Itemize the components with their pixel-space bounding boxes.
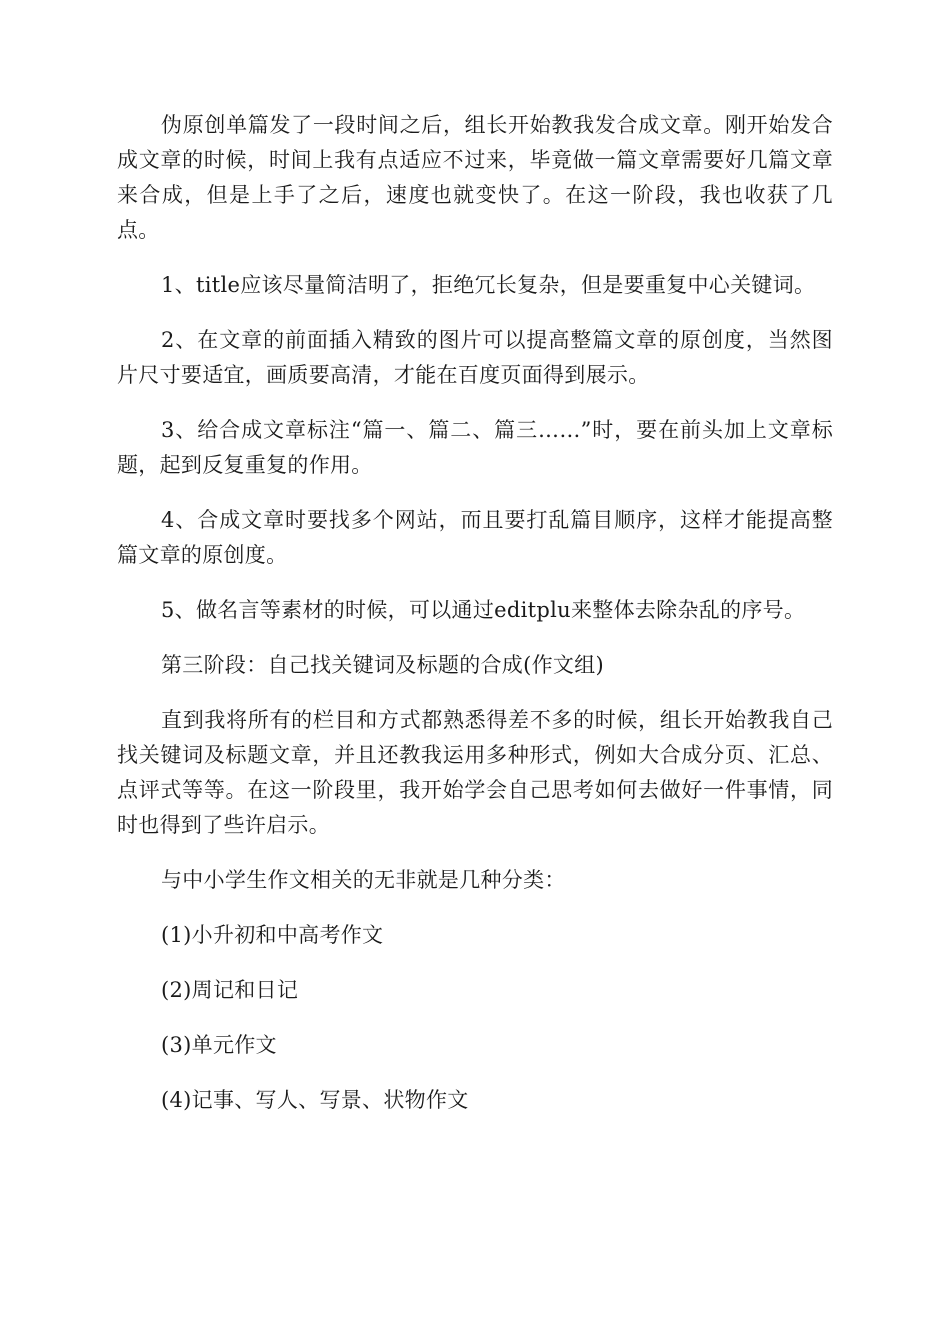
paragraph-point-2: 2、在文章的前面插入精致的图片可以提高整篇文章的原创度，当然图片尺寸要适宜，画质要高清，才能在百度页面得到展示。	[117, 328, 833, 387]
section-heading-stage-3: 第三阶段：自己找关键词及标题的合成(作文组)	[161, 653, 604, 677]
list-item-category-4: (4)记事、写人、写景、状物作文	[161, 1088, 469, 1112]
list-item-category-2: (2)周记和日记	[161, 978, 299, 1002]
paragraph-intro: 伪原创单篇发了一段时间之后，组长开始教我发合成文章。刚开始发合成文章的时候，时间上我有点适应不过来，毕竟做一篇文章需要好几篇文章来合成，但是上手了之后，速度也就变快了。在这一阶段，我也收获了几点。	[117, 113, 833, 242]
paragraph-point-1: 1、title应该尽量简洁明了，拒绝冗长复杂，但是要重复中心关键词。	[161, 273, 816, 297]
paragraph-point-5: 5、做名言等素材的时候，可以通过editplu来整体去除杂乱的序号。	[161, 598, 806, 622]
document-page	[117, 108, 833, 1138]
list-item-category-3: (3)单元作文	[161, 1033, 277, 1057]
paragraph-stage-3-body: 直到我将所有的栏目和方式都熟悉得差不多的时候，组长开始教我自己找关键词及标题文章，并且还教我运用多种形式，例如大合成分页、汇总、点评式等等。在这一阶段里，我开始学会自己思考如何去做好一件事情，同时也得到了些许启示。	[117, 708, 833, 837]
paragraph-point-3: 3、给合成文章标注“篇一、篇二、篇三……”时，要在前头加上文章标题，起到反复重复的作用。	[117, 418, 833, 477]
list-item-category-1: (1)小升初和中高考作文	[161, 923, 384, 947]
paragraph-categories-intro: 与中小学生作文相关的无非就是几种分类：	[161, 868, 566, 892]
paragraph-point-4: 4、合成文章时要找多个网站，而且要打乱篇目顺序，这样才能提高整篇文章的原创度。	[117, 508, 833, 567]
